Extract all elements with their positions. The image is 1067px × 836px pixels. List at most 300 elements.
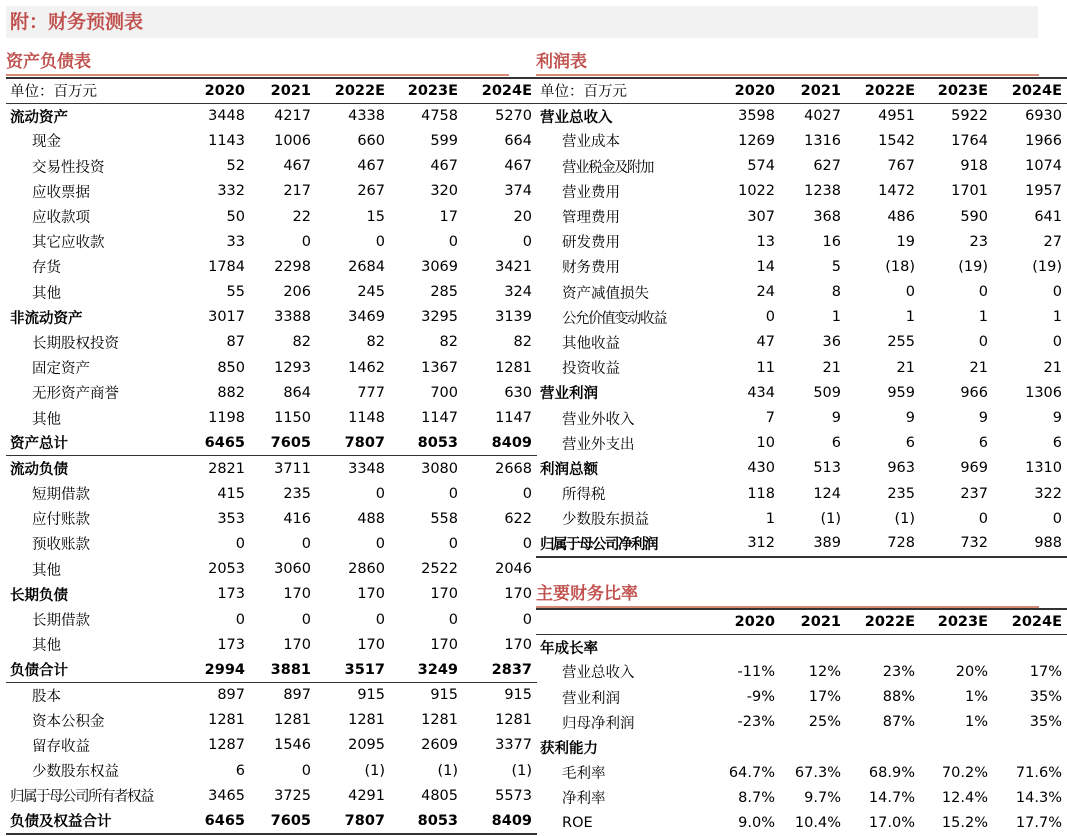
table-row xyxy=(536,785,1067,810)
cell-value: 82 xyxy=(439,334,458,351)
cell-value: 3881 xyxy=(270,661,311,678)
table-row xyxy=(536,103,1067,128)
cell-value: 255 xyxy=(887,334,915,351)
table-row xyxy=(6,204,537,229)
cell-value: 0 xyxy=(978,284,988,301)
cell-value: 1269 xyxy=(738,132,775,149)
ratios-title: 主要财务比率 xyxy=(536,584,638,604)
cell-value: 486 xyxy=(887,208,915,225)
cell-value: 3725 xyxy=(274,787,311,804)
year-header: 2024E xyxy=(1011,82,1062,99)
cell-value: 25% xyxy=(808,714,841,731)
cell-value: 7807 xyxy=(344,812,385,829)
cell-value: 6 xyxy=(831,435,841,452)
cell-value: 13 xyxy=(756,233,775,250)
cell-value: 19 xyxy=(896,233,915,250)
cell-value: 915 xyxy=(504,687,532,704)
cell-value: 767 xyxy=(887,158,915,175)
row-label: 少数股东权益 xyxy=(32,764,119,781)
cell-value: 0 xyxy=(1052,334,1062,351)
cell-value: 245 xyxy=(357,284,385,301)
cell-value: 1281 xyxy=(495,359,532,376)
cell-value: 558 xyxy=(430,510,458,527)
cell-value: 1784 xyxy=(208,258,245,275)
row-label: 无形资产商誉 xyxy=(32,386,119,403)
year-header: 2021 xyxy=(800,82,841,99)
cell-value: 1006 xyxy=(274,132,311,149)
cell-value: 0 xyxy=(765,309,775,326)
income-statement-title: 利润表 xyxy=(536,52,587,72)
table-row xyxy=(536,179,1067,204)
cell-value: 21 xyxy=(896,359,915,376)
cell-value: 5573 xyxy=(495,787,532,804)
cell-value: 15.2% xyxy=(941,815,988,832)
cell-value: 1310 xyxy=(1025,460,1062,477)
row-label: 营业利润 xyxy=(540,386,598,403)
table-row xyxy=(6,758,537,783)
table-row xyxy=(536,659,1067,684)
row-label: 财务费用 xyxy=(562,260,620,277)
cell-value: 467 xyxy=(430,158,458,175)
row-label-text: 营业税金及附加 xyxy=(562,159,653,176)
cell-value: 513 xyxy=(813,460,841,477)
cell-value: 2609 xyxy=(421,737,458,754)
cell-value: 8 xyxy=(831,284,841,301)
cell-value: 0 xyxy=(1052,510,1062,527)
cell-value: 55 xyxy=(226,284,245,301)
cell-value: 1 xyxy=(765,510,775,527)
table-row xyxy=(6,783,537,808)
year-header: 2022E xyxy=(864,82,915,99)
cell-value: 0 xyxy=(1052,284,1062,301)
row-label-text: 公允价值变动收益 xyxy=(562,310,666,327)
cell-value: 6 xyxy=(978,435,988,452)
cell-value: 324 xyxy=(504,284,532,301)
table-row xyxy=(6,708,537,733)
table-row xyxy=(6,683,537,708)
row-label: 归母净利润 xyxy=(562,715,635,732)
row-label: 所得税 xyxy=(562,487,606,504)
row-label: 营业费用 xyxy=(562,184,620,201)
cell-value: 3711 xyxy=(274,460,311,477)
year-header: 2020 xyxy=(734,82,775,99)
row-label-text: 归属于母公司所有者权益 xyxy=(10,789,153,806)
cell-value: 0 xyxy=(375,611,385,628)
table-row xyxy=(6,531,537,556)
unit-label: 单位：百万元 xyxy=(540,84,627,101)
cell-value: 0 xyxy=(235,535,245,552)
cell-value: 9.7% xyxy=(804,789,841,806)
cell-value: 700 xyxy=(430,384,458,401)
row-label: 资产减值损失 xyxy=(562,285,649,302)
cell-value: 47 xyxy=(756,334,775,351)
cell-value: (1) xyxy=(437,762,458,779)
cell-value: 24 xyxy=(756,284,775,301)
year-header: 2020 xyxy=(204,82,245,99)
row-label: 管理费用 xyxy=(562,210,620,227)
cell-value: 1198 xyxy=(208,410,245,427)
row-label: 其他 xyxy=(32,638,61,655)
cell-value: 33 xyxy=(226,233,245,250)
cell-value: 170 xyxy=(430,586,458,603)
cell-value: 2298 xyxy=(274,258,311,275)
cell-value: 4951 xyxy=(878,108,915,125)
row-label: 营业利润 xyxy=(562,690,620,707)
row-label: 资本公积金 xyxy=(32,713,105,730)
cell-value: 509 xyxy=(813,384,841,401)
cell-value: 959 xyxy=(887,384,915,401)
cell-value: 87% xyxy=(882,714,915,731)
cell-value: 0 xyxy=(301,611,311,628)
table-row xyxy=(536,634,1067,659)
cell-value: 389 xyxy=(813,535,841,552)
cell-value: 68.9% xyxy=(868,764,915,781)
row-label: 预收账款 xyxy=(32,537,90,554)
row-label: 毛利率 xyxy=(562,766,606,783)
cell-value: 17.0% xyxy=(868,815,915,832)
cell-value: 1% xyxy=(964,714,988,731)
cell-value: 82 xyxy=(513,334,532,351)
cell-value: 6465 xyxy=(204,434,245,451)
cell-value: 4758 xyxy=(421,108,458,125)
cell-value: 7605 xyxy=(270,812,311,829)
table-row xyxy=(536,330,1067,355)
year-header: 2023E xyxy=(937,613,988,630)
year-header: 2023E xyxy=(407,82,458,99)
cell-value: 1966 xyxy=(1025,132,1062,149)
row-label: 获利能力 xyxy=(540,741,598,758)
cell-value: 4805 xyxy=(421,787,458,804)
cell-value: 21 xyxy=(1043,359,1062,376)
cell-value: 1150 xyxy=(274,410,311,427)
cell-value: 0 xyxy=(522,485,532,502)
cell-value: 969 xyxy=(960,460,988,477)
cell-value: 4027 xyxy=(804,108,841,125)
row-label: 利润总额 xyxy=(540,461,598,478)
cell-value: 1 xyxy=(1052,309,1062,326)
cell-value: 173 xyxy=(217,586,245,603)
cell-value xyxy=(846,634,920,659)
table-row xyxy=(536,405,1067,430)
table-row xyxy=(6,128,537,153)
row-label: 营业外支出 xyxy=(562,436,635,453)
table-row xyxy=(536,154,1067,179)
cell-value: 3388 xyxy=(274,309,311,326)
cell-value: 1281 xyxy=(348,712,385,729)
cell-value: 664 xyxy=(504,132,532,149)
table-row xyxy=(6,380,537,405)
row-label: 其他收益 xyxy=(562,335,620,352)
cell-value: 3465 xyxy=(208,787,245,804)
table-row xyxy=(536,229,1067,254)
cell-value xyxy=(993,634,1067,659)
cell-value: 0 xyxy=(522,535,532,552)
cell-value: 8409 xyxy=(491,812,532,829)
row-label xyxy=(536,154,676,179)
cell-value: 312 xyxy=(747,535,775,552)
cell-value: 170 xyxy=(357,586,385,603)
row-label xyxy=(6,783,153,808)
cell-value: 71.6% xyxy=(1015,764,1062,781)
year-header: 2024E xyxy=(481,82,532,99)
cell-value: 9 xyxy=(831,410,841,427)
cell-value: 88% xyxy=(882,689,915,706)
cell-value: 23% xyxy=(882,663,915,680)
row-label: 其他 xyxy=(32,411,61,428)
cell-value: 206 xyxy=(283,284,311,301)
cell-value: 0 xyxy=(905,284,915,301)
cell-value: 6465 xyxy=(204,812,245,829)
cell-value: 416 xyxy=(283,510,311,527)
table-row xyxy=(6,229,537,254)
cell-value: 1957 xyxy=(1025,183,1062,200)
cell-value: 4217 xyxy=(274,108,311,125)
cell-value: 9 xyxy=(905,410,915,427)
cell-value: 332 xyxy=(217,183,245,200)
cell-value: 118 xyxy=(747,485,775,502)
cell-value: 660 xyxy=(357,132,385,149)
row-label: 其它应收款 xyxy=(32,235,105,252)
cell-value: 0 xyxy=(235,611,245,628)
cell-value: 574 xyxy=(747,158,775,175)
cell-value: 1316 xyxy=(804,132,841,149)
cell-value xyxy=(920,634,993,659)
cell-value: 217 xyxy=(283,183,311,200)
cell-value xyxy=(993,735,1067,760)
cell-value: 1% xyxy=(964,689,988,706)
cell-value: 235 xyxy=(887,485,915,502)
table-row xyxy=(6,305,537,330)
cell-value: 0 xyxy=(522,233,532,250)
row-label: 留存收益 xyxy=(32,738,90,755)
cell-value: 467 xyxy=(283,158,311,175)
cell-value: 10.4% xyxy=(794,815,841,832)
cell-value: 0 xyxy=(301,535,311,552)
cell-value: 850 xyxy=(217,359,245,376)
cell-value: -23% xyxy=(737,714,775,731)
ratios-table xyxy=(536,608,1067,836)
row-label: 年成长率 xyxy=(540,640,598,657)
cell-value: 353 xyxy=(217,510,245,527)
cell-value: 2095 xyxy=(348,737,385,754)
cell-value: 237 xyxy=(960,485,988,502)
row-label: 营业总收入 xyxy=(562,665,635,682)
table-row xyxy=(6,330,537,355)
cell-value: 7807 xyxy=(344,434,385,451)
table-row xyxy=(6,405,537,430)
cell-value xyxy=(780,634,846,659)
row-label: 非流动资产 xyxy=(10,310,83,327)
cell-value: 82 xyxy=(366,334,385,351)
cell-value: 3139 xyxy=(495,309,532,326)
cell-value: 11 xyxy=(756,359,775,376)
cell-value: 915 xyxy=(357,687,385,704)
cell-value: 0 xyxy=(375,535,385,552)
cell-value: 3080 xyxy=(421,460,458,477)
cell-value: (19) xyxy=(1032,258,1062,275)
table-row xyxy=(536,531,1067,556)
cell-value: 897 xyxy=(283,687,311,704)
cell-value: 14 xyxy=(756,258,775,275)
cell-value: 1 xyxy=(831,309,841,326)
row-label: 净利率 xyxy=(562,791,606,808)
cell-value: -11% xyxy=(737,663,775,680)
row-label: 长期负债 xyxy=(10,587,68,604)
header-row xyxy=(6,78,537,103)
table-row xyxy=(6,254,537,279)
cell-value: 16 xyxy=(822,233,841,250)
row-label: 长期借款 xyxy=(32,613,90,630)
cell-value: 0 xyxy=(448,611,458,628)
cell-value: 8053 xyxy=(417,434,458,451)
cell-value: 6 xyxy=(905,435,915,452)
cell-value: 1147 xyxy=(495,410,532,427)
table-row xyxy=(6,557,537,582)
cell-value: (19) xyxy=(958,258,988,275)
cell-value: -9% xyxy=(746,689,775,706)
cell-value: 1306 xyxy=(1025,384,1062,401)
cell-value: 170 xyxy=(504,636,532,653)
cell-value: 590 xyxy=(960,208,988,225)
cell-value: 8053 xyxy=(417,812,458,829)
cell-value: 1287 xyxy=(208,737,245,754)
cell-value: 12% xyxy=(808,663,841,680)
cell-value xyxy=(920,735,993,760)
cell-value: 0 xyxy=(301,233,311,250)
table-row xyxy=(536,380,1067,405)
table-row xyxy=(536,506,1067,531)
cell-value: 630 xyxy=(504,384,532,401)
cell-value: 1143 xyxy=(208,132,245,149)
cell-value: 882 xyxy=(217,384,245,401)
cell-value: 17 xyxy=(439,208,458,225)
cell-value: 170 xyxy=(283,636,311,653)
table-row xyxy=(6,808,537,833)
cell-value: 1764 xyxy=(951,132,988,149)
cell-value: 15 xyxy=(366,208,385,225)
row-label: 存货 xyxy=(32,260,61,277)
row-label: 股本 xyxy=(32,688,61,705)
cell-value: 70.2% xyxy=(941,764,988,781)
cell-value: 9 xyxy=(978,410,988,427)
cell-value: 3017 xyxy=(208,309,245,326)
table-row xyxy=(6,607,537,632)
table-row xyxy=(6,103,537,128)
cell-value: 4291 xyxy=(348,787,385,804)
row-label: 应收款项 xyxy=(32,210,90,227)
cell-value: 415 xyxy=(217,485,245,502)
year-header: 2021 xyxy=(270,82,311,99)
cell-value: 0 xyxy=(375,485,385,502)
table-row xyxy=(536,280,1067,305)
cell-value: 6930 xyxy=(1025,108,1062,125)
cell-value: 1147 xyxy=(421,410,458,427)
cell-value: 1701 xyxy=(951,183,988,200)
header-row xyxy=(536,609,1067,634)
cell-value: 1074 xyxy=(1025,158,1062,175)
table-row xyxy=(536,481,1067,506)
cell-value: 285 xyxy=(430,284,458,301)
cell-value: 235 xyxy=(283,485,311,502)
cell-value: 0 xyxy=(978,334,988,351)
cell-value: 170 xyxy=(430,636,458,653)
cell-value xyxy=(676,735,780,760)
cell-value: 467 xyxy=(357,158,385,175)
row-label: 长期股权投资 xyxy=(32,335,119,352)
cell-value: 3421 xyxy=(495,258,532,275)
cell-value: 963 xyxy=(887,460,915,477)
year-header: 2021 xyxy=(800,613,841,630)
cell-value: 87 xyxy=(226,334,245,351)
income-statement-rule xyxy=(536,74,1039,76)
cell-value: 1462 xyxy=(348,359,385,376)
cell-value: 8409 xyxy=(491,434,532,451)
cell-value: 641 xyxy=(1034,208,1062,225)
table-row xyxy=(6,456,537,481)
cell-value: 1281 xyxy=(208,712,245,729)
cell-value: 64.7% xyxy=(728,764,775,781)
cell-value: 3348 xyxy=(348,460,385,477)
cell-value: 777 xyxy=(357,384,385,401)
cell-value: 21 xyxy=(969,359,988,376)
cell-value: 1 xyxy=(905,309,915,326)
balance-sheet-title: 资产负债表 xyxy=(6,52,91,72)
cell-value: 35% xyxy=(1029,714,1062,731)
cell-value: 2522 xyxy=(421,561,458,578)
year-header: 2023E xyxy=(937,82,988,99)
row-label: 负债合计 xyxy=(10,663,68,680)
cell-value: 2860 xyxy=(348,561,385,578)
cell-value: 2684 xyxy=(348,258,385,275)
cell-value: 3517 xyxy=(344,661,385,678)
cell-value: 322 xyxy=(1034,485,1062,502)
cell-value: 267 xyxy=(357,183,385,200)
row-label: 投资收益 xyxy=(562,361,620,378)
cell-value: 0 xyxy=(301,762,311,779)
cell-value: 14.3% xyxy=(1015,789,1062,806)
cell-value: 6 xyxy=(235,762,245,779)
cell-value: 966 xyxy=(960,384,988,401)
row-label: ROE xyxy=(562,815,593,832)
cell-value: 12.4% xyxy=(941,789,988,806)
cell-value: 368 xyxy=(813,208,841,225)
cell-value: 20 xyxy=(513,208,532,225)
cell-value: 5922 xyxy=(951,108,988,125)
table-row xyxy=(536,710,1067,735)
cell-value: 3598 xyxy=(738,108,775,125)
cell-value: 0 xyxy=(375,233,385,250)
table-row xyxy=(536,760,1067,785)
cell-value: 627 xyxy=(813,158,841,175)
cell-value: 434 xyxy=(747,384,775,401)
cell-value: 82 xyxy=(292,334,311,351)
table-row xyxy=(6,733,537,758)
table-row xyxy=(536,735,1067,760)
row-label: 固定资产 xyxy=(32,361,90,378)
cell-value: 0 xyxy=(448,233,458,250)
cell-value: 2994 xyxy=(204,661,245,678)
cell-value: 1367 xyxy=(421,359,458,376)
cell-value: 3469 xyxy=(348,309,385,326)
cell-value: 2668 xyxy=(495,460,532,477)
cell-value: 1293 xyxy=(274,359,311,376)
cell-value: 7 xyxy=(765,410,775,427)
row-label: 营业总收入 xyxy=(540,109,613,126)
cell-value: 8.7% xyxy=(738,789,775,806)
cell-value: 1022 xyxy=(738,183,775,200)
cell-value: (18) xyxy=(885,258,915,275)
table-row xyxy=(6,280,537,305)
